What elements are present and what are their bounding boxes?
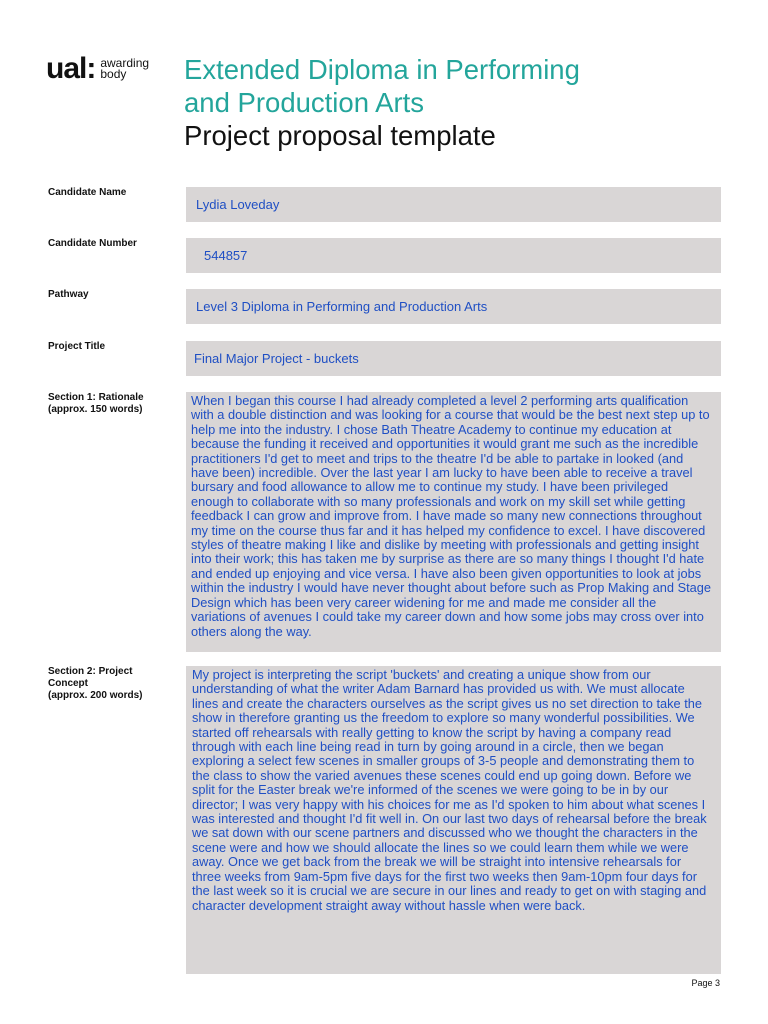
logo-sub-line2: body [100,67,127,81]
section2-label-line3: (approx. 200 words) [48,690,143,701]
page-number: Page 3 [691,978,720,988]
document-subtitle: Project proposal template [184,120,496,151]
section2-label-line1: Section 2: Project [48,666,133,677]
candidate-name-label: Candidate Name [48,187,127,198]
section1-rationale-field[interactable]: When I began this course I had already completed a level 2 performing arts qualification with a double distinction and was looking for a course that would be the best next step up to help me into the industry. I chose Bath Theatre Academy to continue my education at because the funding it received and opportunities it would grant me such as the incredible practitioners I'd get to meet and trips to the theatre I'd be able to partake in looked (and have been) incredible. Over the last year I am lucky to have been able to receive a travel bursary and food allowance to allow me to continue my study. I have been privileged enough to collaborate with so many professionals and work on my skill set while getting feedback I can grow and improve from. I have made so many new connections throughout my time on the course thus far and it has helped my confidence to excel. I have discovered styles of theatre making I like and dislike by meeting with professionals and getting insight into their work; this has taken me by surprise as there are so many things I thought I'd hate and ended up enjoying and vice versa. I have also been given opportunities to look at jobs within the industry I would have never thought about before such as Prop Making and Stage Design which has been very career widening for me and made me consider all the variations of avenues I could take my career down and how some jobs may cross over into others along the way. [186,392,721,652]
section2-concept-field[interactable]: My project is interpreting the script 'buckets' and creating a unique show from our understanding of what the writer Adam Barnard has provided us with. We must allocate lines and create the characters ourselves as the script gives us no set direction to take the show in therefore granting us the freedom to explore so many wonderful possibilities. We started off rehearsals with really getting to know the script by having a company read through with each line being read in turn by going around in a circle, then we began exploring a select few scenes in smaller groups of 3-5 people and demonstrating them to the class to show the varied avenues these scenes could end up going down. Before we split for the Easter break we're informed of the scenes we were going to be in by our director; I was very happy with his choices for me as I'd spoken to him about what scenes I was interested and thought I'd fit well in. On our last two days of rehearsal before the break we sat down with our scene partners and discussed who we thought the characters in the scene were and how we should allocate the lines so we could learn them while we were away. Once we get back from the break we will be straight into intensive rehearsals for three weeks from 9am-5pm five days for the first two weeks then 9am-10pm four days for the last week so it is crucial we are secure in our lines and ready to get on with staging and character development straight away without hassle when were back. [186,666,721,974]
logo-sub-line1: awarding [100,56,150,70]
project-title-field[interactable]: Final Major Project - buckets [186,341,721,376]
pathway-field[interactable]: Level 3 Diploma in Performing and Production Arts [186,289,721,324]
title-line1: Extended Diploma in Performing [184,54,580,85]
pathway-label: Pathway [48,289,89,300]
section1-label [48,392,144,416]
candidate-name-field[interactable]: Lydia Loveday [186,187,721,222]
logo-subtitle [100,58,149,80]
section1-label-line2: (approx. 150 words) [48,404,143,415]
section2-label [48,666,142,702]
ual-logo [46,52,150,85]
logo-mark: ual: [46,52,96,85]
title-line2: and Production Arts [184,87,425,118]
document-title [184,53,580,119]
section1-label-line1: Section 1: Rationale [48,392,144,403]
section2-label-line2: Concept [48,678,88,689]
project-title-label: Project Title [48,341,106,352]
candidate-number-label: Candidate Number [48,238,137,249]
candidate-number-field[interactable]: 544857 [186,238,721,273]
